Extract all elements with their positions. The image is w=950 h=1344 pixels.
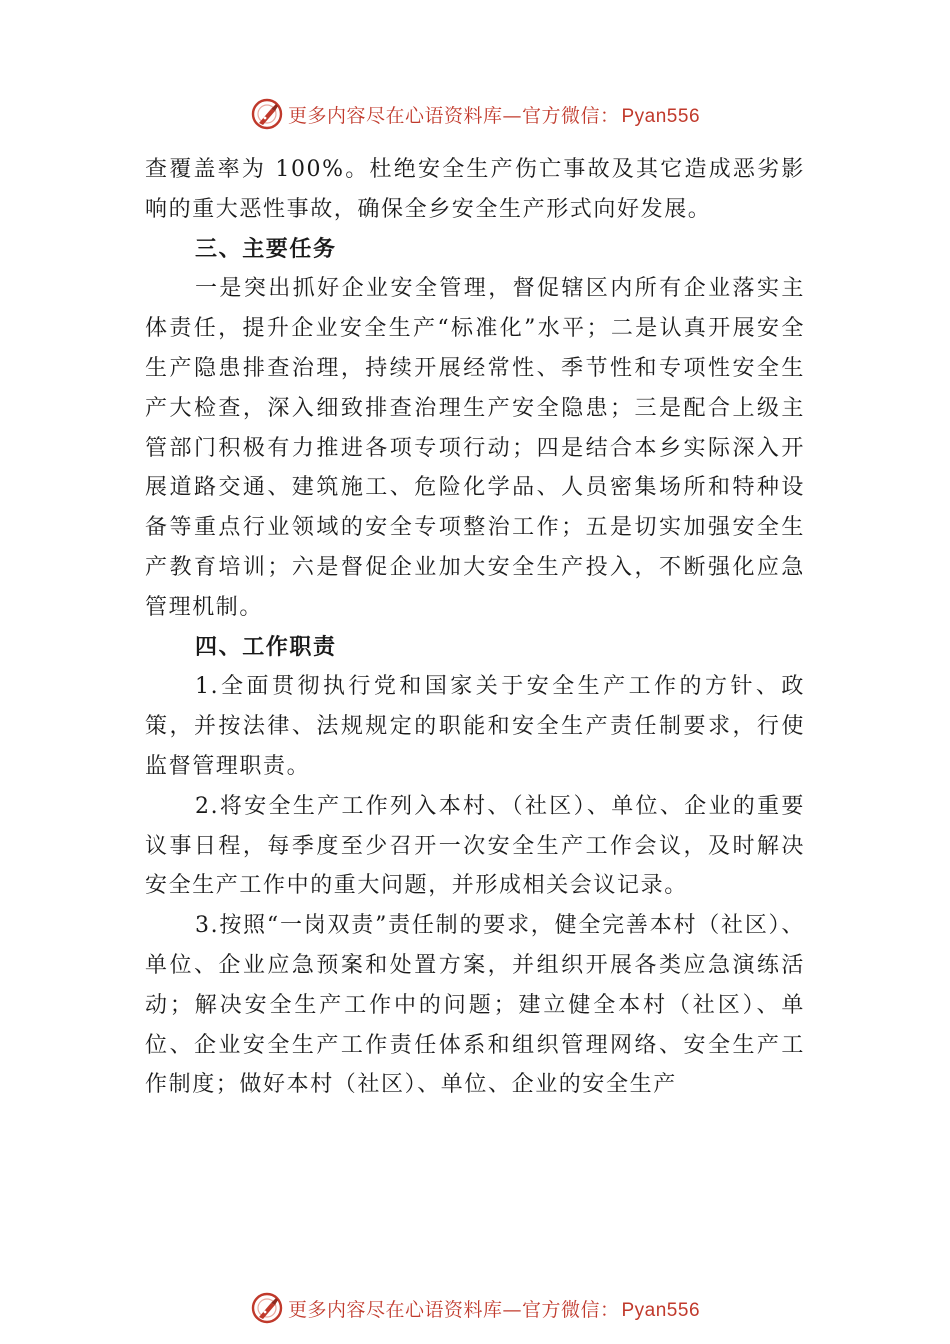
footer-banner (0, 1288, 950, 1328)
paragraph-duty-1: 1.全面贯彻执行党和国家关于安全生产工作的方针、政策，并按法律、法规规定的职能和安全生产责任制要求，行使监督管理职责。 (145, 674, 805, 779)
paragraph-intro: 查覆盖率为 100%。杜绝安全生产伤亡事故及其它造成恶劣影响的重大恶性事故，确保全乡安全生产形式向好发展。 (145, 157, 805, 222)
banner-separator: — (502, 1298, 522, 1321)
banner-text (288, 101, 700, 128)
pen-nib-logo-icon (250, 1291, 284, 1325)
paragraph-duty-3: 3.按照“一岗双责”责任制的要求，健全完善本村（社区）、单位、企业应急预案和处置方案，并组织开展各类应急演练活动；解决安全生产工作中的问题；建立健全本村（社区）、单位、企业安全生产工作责任体系和组织管理网络、安全生产工作制度；做好本村（社区）、单位、企业的安全生产 (145, 913, 805, 1098)
banner-site-text: 更多内容尽在心语资料库 (287, 104, 503, 127)
banner-wechat-label: 官方微信： (521, 104, 620, 127)
paragraph-duty-2: 2.将安全生产工作列入本村、（社区）、单位、企业的重要议事日程，每季度至少召开一次安全生产工作会议，及时解决安全生产工作中的重大问题，并形成相关会议记录。 (145, 793, 805, 899)
banner-wechat-label: 官方微信： (521, 1298, 620, 1321)
banner-site-text: 更多内容尽在心语资料库 (287, 1298, 503, 1321)
header-banner (0, 94, 950, 134)
pen-nib-logo-icon (250, 97, 284, 131)
section-heading-main-tasks: 三、主要任务 (195, 236, 337, 262)
banner-wechat-id: Pyan556 (621, 105, 701, 127)
paragraph-main-tasks: 一是突出抓好企业安全管理，督促辖区内所有企业落实主体责任，提升企业安全生产“标准化”水平；二是认真开展安全生产隐患排查治理，持续开展经常性、季节性和专项性安全生产大检查，深入细致排查治理生产安全隐患；三是配合上级主管部门积极有力推进各项专项行动；四是结合本乡实际深入开展道路交通、建筑施工、危险化学品、人员密集场所和特种设备等重点行业领域的安全专项整治工作；五是切实加强安全生产教育培训；六是督促企业加大安全生产投入，不断强化应急管理机制。 (145, 276, 805, 620)
banner-wechat-id: Pyan556 (621, 1299, 701, 1321)
banner-separator: — (502, 104, 522, 127)
document-body (145, 150, 805, 1105)
section-heading-duties: 四、工作职责 (195, 634, 337, 660)
banner-text (288, 1295, 700, 1322)
